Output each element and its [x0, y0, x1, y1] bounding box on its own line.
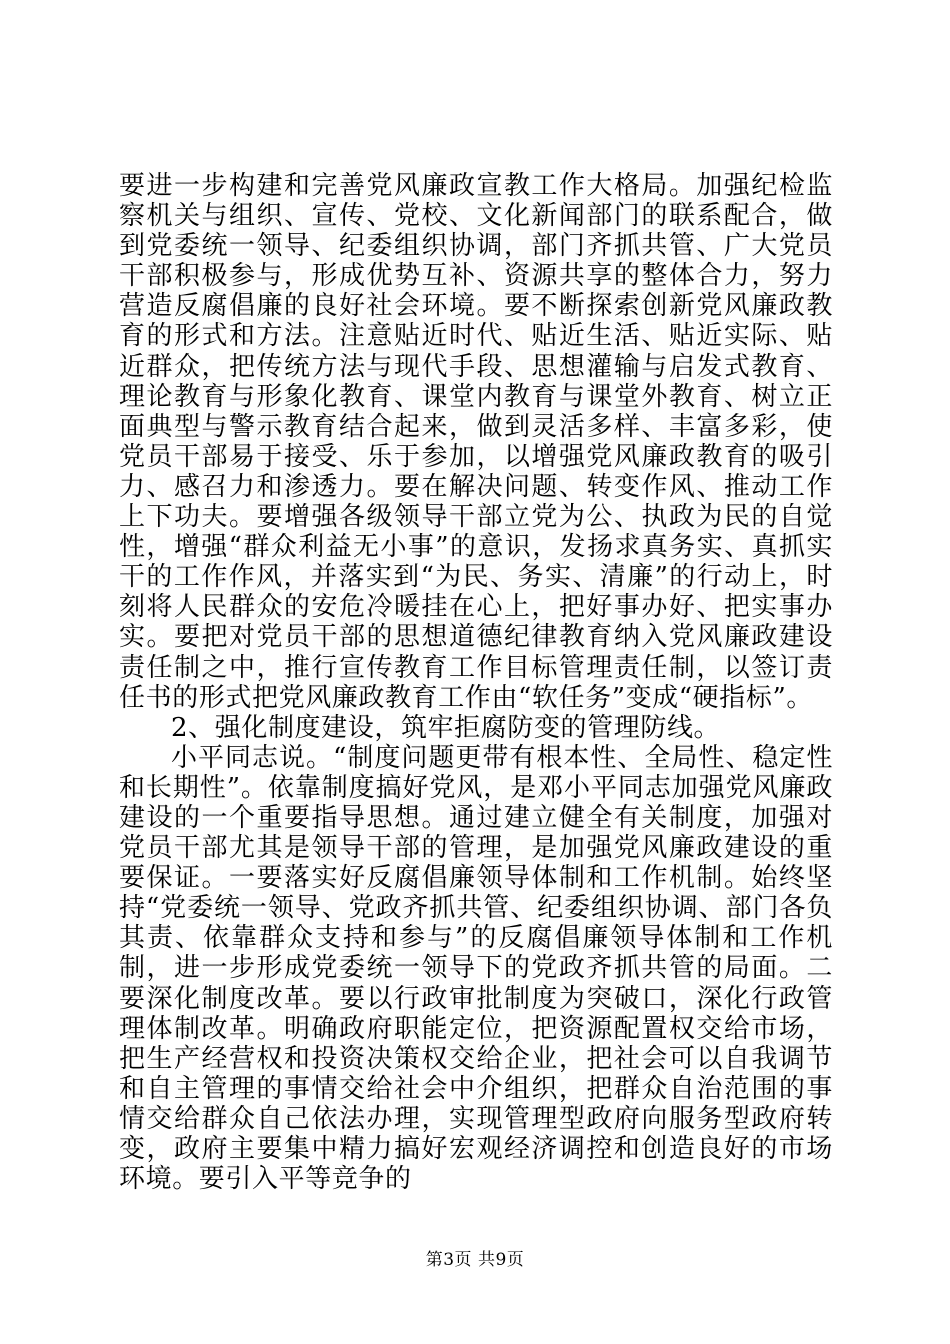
paragraph-propaganda-education: 要进一步构建和完善党风廉政宣教工作大格局。加强纪检监察机关与组织、宣传、党校、文化新闻部门的联系配合，做到党委统一领导、纪委组织协调，部门齐抓共管、广大党员干部积极参与，形成优势互补、资源共享的整体合力，努力营造反腐倡廉的良好社会环境。要不断探索创新党风廉政教育的形式和方法。注意贴近时代、贴近生活、贴近实际、贴近群众，把传统方法与现代手段、思想灌输与启发式教育、理论教育与形象化教育、课堂内教育与课堂外教育、树立正面典型与警示教育结合起来，做到灵活多样、丰富多彩，使党员干部易于接受、乐于参加，以增强党风廉政教育的吸引力、感召力和渗透力。要在解决问题、转变作风、推动工作上下功夫。要增强各级领导干部立党为公、执政为民的自觉性，增强“群众利益无小事”的意识，发扬求真务实、真抓实干的工作作风，并落实到“为民、务实、清廉”的行动上，时刻将人民群众的安危冷暖挂在心上，把好事办好、把实事办实。要把对党员干部的思想道德纪律教育纳入党风廉政建设责任制之中，推行宣传教育工作目标管理责任制，以签订责任书的形式把党风廉政教育工作由“软任务”变成“硬指标”。	[119, 171, 833, 713]
page-number-footer: 第3页 共9页	[425, 1250, 525, 1270]
document-body	[119, 171, 833, 1194]
section-heading-institution-building: 2、强化制度建设，筑牢拒腐防变的管理防线。	[171, 712, 721, 743]
paragraph-institution-building: 小平同志说。“制度问题更带有根本性、全局性、稳定性和长期性”。依靠制度搞好党风，是邓小平同志加强党风廉政建设的一个重要指导思想。通过建立健全有关制度，加强对党员干部尤其是领导干部的管理，是加强党风廉政建设的重要保证。一要落实好反腐倡廉领导体制和工作机制。始终坚持“党委统一领导、党政齐抓共管、纪委组织协调、部门各负其责、依靠群众支持和参与”的反腐倡廉领导体制和工作机制，进一步形成党委统一领导下的党政齐抓共管的局面。二要深化制度改革。要以行政审批制度为突破口，深化行政管理体制改革。明确政府职能定位，把资源配置权交给市场，把生产经营权和投资决策权交给企业，把社会可以自我调节和自主管理的事情交给社会中介组织，把群众自治范围的事情交给群众自己依法办理，实现管理型政府向服务型政府转变，政府主要集中精力搞好宏观经济调控和创造良好的市场环境。要引入平等竞争的	[119, 742, 833, 1195]
